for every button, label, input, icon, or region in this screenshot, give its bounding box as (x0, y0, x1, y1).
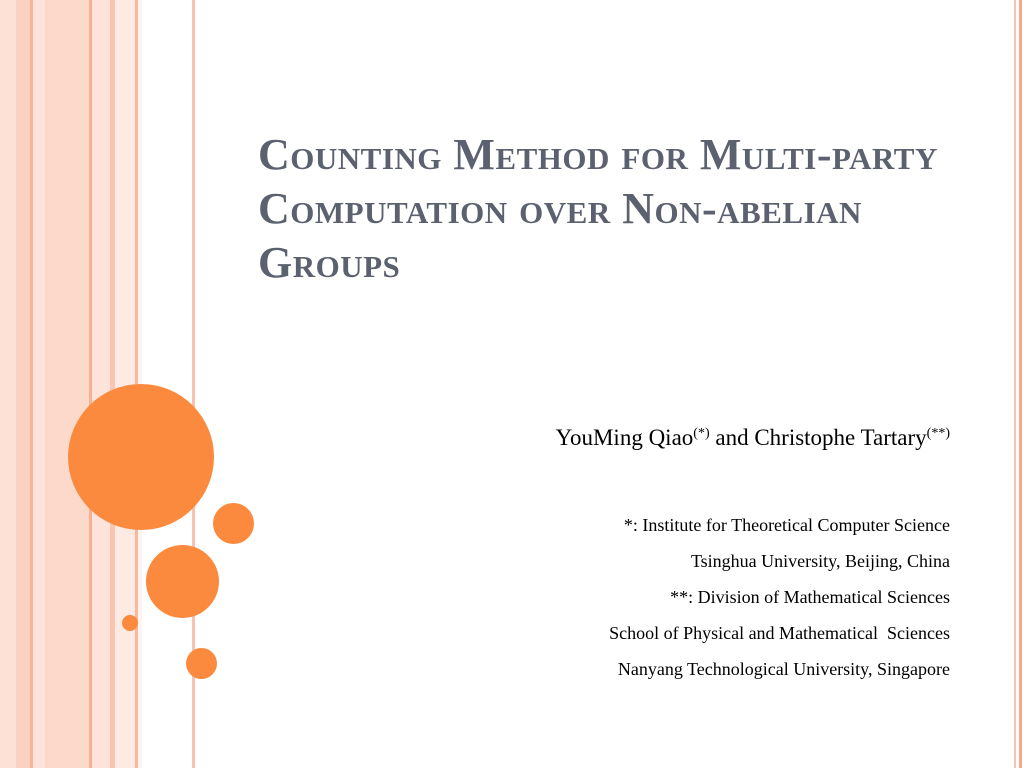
author-name: YouMing Qiao (555, 425, 694, 450)
decor-stripe (33, 0, 45, 768)
decor-circle-tiny (122, 615, 138, 631)
author-affiliation-mark: (*) (693, 426, 710, 441)
decor-stripe (0, 0, 16, 768)
author-connector: and (709, 425, 755, 450)
decor-circle-small (186, 648, 217, 679)
decor-stripe (92, 0, 110, 768)
affiliation-line: *: Institute for Theoretical Computer Science (623, 515, 950, 535)
right-border-line (1019, 0, 1022, 768)
decor-circle-large (68, 384, 214, 530)
decor-circle-medium (146, 545, 219, 618)
affiliation-line: Tsinghua University, Beijing, China (690, 551, 950, 571)
affiliation-block (300, 512, 950, 692)
author-line (300, 422, 950, 454)
decor-stripe (45, 0, 89, 768)
slide-title: Counting Method for Multi-party Computation over Non-abelian Groups (258, 130, 938, 287)
author-affiliation-mark: (**) (926, 426, 950, 441)
decor-stripe (16, 0, 30, 768)
right-border-line (1014, 0, 1016, 768)
affiliation-line: School of Physical and Mathematical Sciences (609, 623, 950, 643)
affiliation-line: **: Division of Mathematical Sciences (670, 587, 950, 607)
decor-circle-small (213, 503, 254, 544)
author-name: Christophe Tartary (754, 425, 927, 450)
affiliation-line: Nanyang Technological University, Singapore (617, 659, 950, 679)
